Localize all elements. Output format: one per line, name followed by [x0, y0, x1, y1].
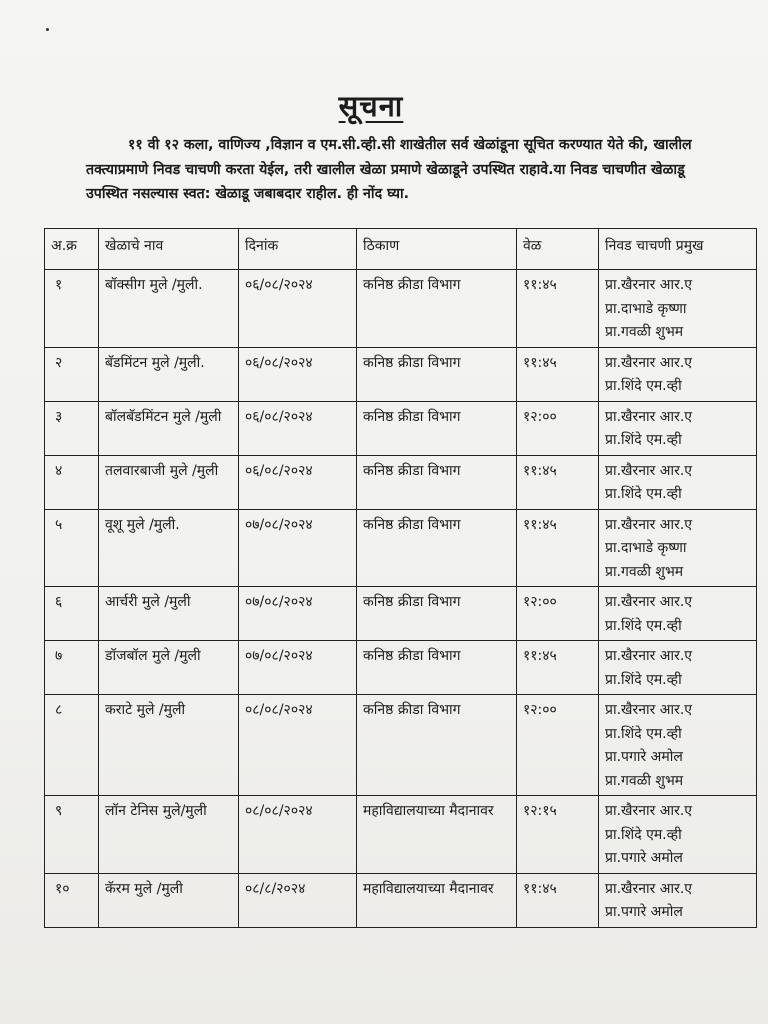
header-time: वेळ	[517, 229, 599, 270]
cell-sport-name: बॅडमिंटन मुले /मुली.	[99, 347, 239, 401]
coordinator-name: प्रा.शिंदे एम.व्ही	[605, 826, 682, 843]
cell-coordinators	[599, 796, 757, 874]
table-row	[45, 455, 757, 509]
header-serial-no: अ.क्र	[45, 229, 99, 270]
cell-serial-no: २	[45, 347, 99, 401]
header-date: दिनांक	[239, 229, 357, 270]
cell-date: ०७/०८/२०२४	[239, 509, 357, 587]
cell-coordinators	[599, 509, 757, 587]
cell-time: ११:४५	[517, 347, 599, 401]
cell-serial-no: ४	[45, 455, 99, 509]
table-row	[45, 270, 757, 348]
table-row	[45, 873, 757, 927]
cell-venue: कनिष्ठ क्रीडा विभाग	[357, 641, 517, 695]
cell-sport-name: कराटे मुले /मुली	[99, 695, 239, 796]
cell-coordinators	[599, 873, 757, 927]
cell-date: ०७/०८/२०२४	[239, 587, 357, 641]
cell-coordinators	[599, 587, 757, 641]
cell-time: १२:००	[517, 587, 599, 641]
cell-date: ०७/०८/२०२४	[239, 641, 357, 695]
cell-sport-name: वूशू मुले /मुली.	[99, 509, 239, 587]
coordinator-name: प्रा.गवळी शुभम	[605, 772, 684, 789]
cell-coordinators	[599, 270, 757, 348]
cell-sport-name: लॉन टेनिस मुले/मुली	[99, 796, 239, 874]
cell-time: ११:४५	[517, 455, 599, 509]
cell-coordinators	[599, 455, 757, 509]
cell-serial-no: ८	[45, 695, 99, 796]
coordinator-name: प्रा.शिंदे एम.व्ही	[605, 432, 682, 448]
coordinator-name: प्रा.खैरनार आर.ए	[605, 594, 693, 610]
cell-sport-name: कॅरम मुले /मुली	[99, 873, 239, 927]
coordinator-name: प्रा.खैरनार आर.ए	[605, 516, 693, 533]
cell-venue: कनिष्ठ क्रीडा विभाग	[357, 347, 517, 401]
cell-venue: कनिष्ठ क्रीडा विभाग	[357, 509, 517, 587]
coordinator-name: प्रा.शिंदे एम.व्ही	[605, 725, 682, 742]
cell-coordinators	[599, 347, 757, 401]
cell-date: ०८/०८/२०२४	[239, 796, 357, 874]
cell-coordinators	[599, 641, 757, 695]
table-row	[45, 587, 757, 641]
coordinator-name: प्रा.खैरनार आर.ए	[605, 462, 693, 479]
cell-time: १२:१५	[517, 796, 599, 874]
cell-venue: कनिष्ठ क्रीडा विभाग	[357, 455, 517, 509]
cell-time: १२:००	[517, 695, 599, 796]
cell-time: ११:४५	[517, 509, 599, 587]
cell-time: १२:००	[517, 401, 599, 455]
header-sport-name: खेळाचे नाव	[99, 229, 239, 270]
table-row	[45, 695, 757, 796]
cell-date: ०८/०८/२०२४	[239, 695, 357, 796]
notice-body: ११ वी १२ कला, वाणिज्य ,विज्ञान व एम.सी.व्ही.सी शाखेतील सर्व खेळांडूना सूचित करण्यात येते की, खालील तक्त्याप्रमाणे निवड चाचणी करता येईल, तरी खालील खेळा प्रमाणे खेळाडूने उपस्थित राहावे.या निवड चाचणीत खेळाडू उपस्थित नसल्यास स्वत: खेळाडू जबाबदार राहील. ही नोंद घ्या.	[86, 137, 692, 202]
coordinator-name: प्रा.खैरनार आर.ए	[605, 648, 693, 664]
cell-serial-no: ७	[45, 641, 99, 695]
cell-serial-no: ९	[45, 796, 99, 874]
cell-date: ०६/०८/२०२४	[239, 455, 357, 509]
coordinator-name: प्रा.दाभाडे कृष्णा	[605, 300, 687, 317]
cell-sport-name: आर्चरी मुले /मुली	[99, 587, 239, 641]
cell-serial-no: ५	[45, 509, 99, 587]
cell-venue: कनिष्ठ क्रीडा विभाग	[357, 401, 517, 455]
coordinator-name: प्रा.शिंदे एम.व्ही	[605, 617, 682, 634]
coordinator-name: प्रा.पगारे अमोल	[605, 749, 683, 765]
coordinator-name: प्रा.खैरनार आर.ए	[605, 880, 693, 897]
header-coordinators: निवड चाचणी प्रमुख	[599, 229, 757, 270]
coordinator-name: प्रा.शिंदे एम.व्ही	[605, 671, 682, 688]
cell-date: ०६/०८/२०२४	[239, 347, 357, 401]
cell-serial-no: १	[45, 270, 99, 348]
table-row	[45, 796, 757, 874]
coordinator-name: प्रा.गवळी शुभम	[605, 563, 684, 580]
paper-speck	[46, 28, 49, 31]
coordinator-name: प्रा.खैरनार आर.ए	[605, 702, 693, 718]
cell-sport-name: बॉक्सीग मुले /मुली.	[99, 270, 239, 348]
coordinator-name: प्रा.खैरनार आर.ए	[605, 408, 693, 425]
header-venue: ठिकाण	[357, 229, 517, 270]
coordinator-name: प्रा.शिंदे एम.व्ही	[605, 378, 682, 394]
cell-coordinators	[599, 695, 757, 796]
cell-time: ११:४५	[517, 270, 599, 348]
cell-serial-no: ३	[45, 401, 99, 455]
cell-venue: महाविद्यालयाच्या मैदानावर	[357, 796, 517, 874]
coordinator-name: प्रा.पगारे अमोल	[605, 904, 683, 920]
cell-venue: कनिष्ठ क्रीडा विभाग	[357, 270, 517, 348]
cell-coordinators	[599, 401, 757, 455]
table-row	[45, 509, 757, 587]
cell-venue: कनिष्ठ क्रीडा विभाग	[357, 695, 517, 796]
cell-serial-no: ६	[45, 587, 99, 641]
trial-schedule-table	[44, 228, 757, 928]
table-row	[45, 641, 757, 695]
cell-time: ११:४५	[517, 873, 599, 927]
cell-sport-name: तलवारबाजी मुले /मुली	[99, 455, 239, 509]
notice-title: सूचना	[338, 89, 404, 123]
coordinator-name: प्रा.दाभाडे कृष्णा	[605, 540, 687, 556]
cell-date: ०६/०८/२०२४	[239, 401, 357, 455]
coordinator-name: प्रा.खैरनार आर.ए	[605, 803, 693, 819]
table-row	[45, 401, 757, 455]
coordinator-name: प्रा.गवळी शुभम	[605, 324, 684, 340]
coordinator-name: प्रा.खैरनार आर.ए	[605, 354, 693, 371]
cell-venue: महाविद्यालयाच्या मैदानावर	[357, 873, 517, 927]
cell-sport-name: बॉलबॅडमिंटन मुले /मुली	[99, 401, 239, 455]
coordinator-name: प्रा.खैरनार आर.ए	[605, 277, 693, 293]
cell-serial-no: १०	[45, 873, 99, 927]
table-header-row	[45, 229, 757, 270]
coordinator-name: प्रा.पगारे अमोल	[605, 850, 683, 866]
cell-sport-name: डॉजबॉल मुले /मुली	[99, 641, 239, 695]
coordinator-name: प्रा.शिंदे एम.व्ही	[605, 486, 682, 502]
cell-time: ११:४५	[517, 641, 599, 695]
cell-date: ०६/०८/२०२४	[239, 270, 357, 348]
table-row	[45, 347, 757, 401]
cell-date: ०८/८/२०२४	[239, 873, 357, 927]
cell-venue: कनिष्ठ क्रीडा विभाग	[357, 587, 517, 641]
